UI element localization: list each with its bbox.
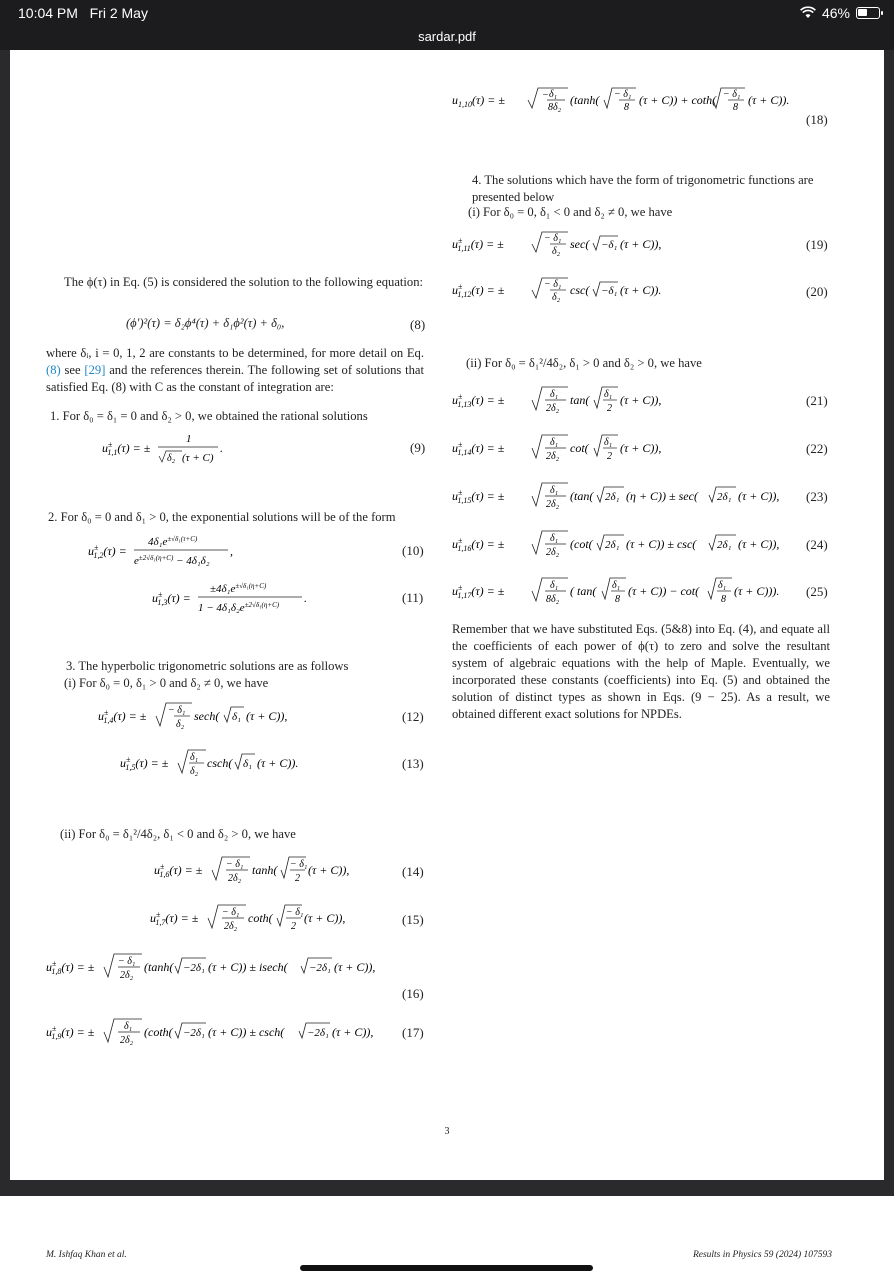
svg-text:2: 2 [291,921,296,932]
svg-text:,: , [230,544,233,558]
svg-text:− δ₁: − δ₁ [544,233,562,244]
svg-text:8δ₂: 8δ₂ [548,102,562,113]
equation-number: (10) [402,543,424,558]
svg-text:(τ + C)) − cot(: (τ + C)) − cot( [628,584,700,598]
equation-number: (20) [806,284,828,299]
svg-text:csch(: csch( [207,756,233,770]
svg-text:(tanh(: (tanh( [144,960,174,974]
equation-21 [452,384,672,422]
svg-text:1 − 4δ₁δ₂e±2√δ₁(η+C): $1 - 4\delta_1\delta_2e^{\pm 2√\delta_1(\eta+C)}$ [198,601,280,614]
equation-number: (11) [402,590,424,605]
svg-text:− δ₁: − δ₁ [226,859,244,870]
svg-text:u±1,12(τ) = ±: u± 1,12(τ) = ± [452,282,505,299]
svg-text:±4δ₁e±√δ₁(η+C): $\pm 4\delta_1e^{\pm√\delta_1(\eta+C)}$ [210,582,267,595]
equation-number: (21) [806,393,828,408]
svg-text:δ₁: δ₁ [550,533,559,544]
item-4-i-condition: (i) For δ₀ = 0, δ₁ < 0 and δ₂ ≠ 0, we have [468,205,673,219]
svg-text:(τ + C)),: (τ + C)), [738,537,780,551]
svg-text:δ₁: δ₁ [243,758,252,770]
svg-text:4δ₁e±√δ₁(τ+C): $4\delta_1e^{\pm√\delta_1(\tau+C)}$ [148,535,198,548]
svg-text:.: . [220,441,223,455]
svg-text:δ₁: δ₁ [604,437,613,448]
equation-14 [154,854,374,892]
svg-text:csc(: csc( [570,283,590,297]
svg-text:u±1,1(τ) = ±: u± 1,1(τ) = ± [102,440,151,457]
svg-text:2δ₂: 2δ₂ [224,921,238,932]
svg-text:− δ₁: − δ₁ [168,705,186,716]
svg-text:δ₁: δ₁ [718,580,727,591]
svg-text:tanh(: tanh( [252,863,278,877]
battery-percent: 46% [821,5,850,21]
equation-number: (16) [402,986,424,1001]
svg-text:2δ₂: 2δ₂ [546,451,560,462]
svg-text:δ₁: δ₁ [550,485,559,496]
svg-text:(τ + C)).: (τ + C)). [257,756,299,770]
svg-text:(tan(: (tan( [570,489,594,503]
equation-12 [98,700,328,738]
svg-text:δ₂: δ₂ [552,246,561,257]
page-separator [0,1180,894,1196]
svg-text:δ₂: δ₂ [176,719,185,730]
equation-number: (25) [806,584,828,599]
svg-text:− δ₁: − δ₁ [290,859,308,870]
svg-text:u±1,8(τ) = ±: u± 1,8(τ) = ± [46,959,95,976]
svg-text:u±1,11(τ) = ±: u± 1,11(τ) = ± [452,236,504,253]
svg-text:2δ₂: 2δ₂ [546,547,560,558]
equation-13 [120,747,340,785]
equation-number: (17) [402,1025,424,1040]
svg-text:(τ + C)) ± isech(: (τ + C)) ± isech( [208,960,288,974]
svg-text:8: 8 [615,594,620,605]
document-title[interactable]: sardar.pdf [0,26,894,50]
svg-text:u±1,3(τ) =: u± 1,3(τ) = [152,590,191,607]
svg-text:tan(: tan( [570,393,590,407]
svg-text:(cot(: (cot( [570,537,593,551]
item-1-heading: 1. For δ₀ = δ₁ = 0 and δ₂ > 0, we obtained the rational solutions [50,409,368,423]
equation-number: (19) [806,237,828,252]
svg-text:(τ + C): (τ + C) [182,452,214,464]
svg-text:u±1,5(τ) = ±: u± 1,5(τ) = ± [120,755,169,772]
svg-text:u±1,13(τ) = ±: u± 1,13(τ) = ± [452,392,505,409]
svg-text:−: − [542,90,549,101]
where-see-text: see [64,363,81,377]
svg-text:− δ₁: − δ₁ [222,907,240,918]
equation-9 [102,430,232,470]
item-2-heading: 2. For δ₀ = 0 and δ₁ > 0, the exponential solutions will be of the form [48,510,396,524]
equation-16 [46,951,406,989]
equation-number: (18) [806,112,828,127]
svg-text:u±1,15(τ) = ±: u± 1,15(τ) = ± [452,488,505,505]
svg-text:(τ + C)),: (τ + C)), [738,489,780,503]
svg-text:δ₁: δ₁ [550,389,559,400]
svg-text:2δ₁: 2δ₁ [717,539,732,551]
svg-text:δ₂: δ₂ [167,453,176,464]
svg-text:2δ₂: 2δ₂ [120,1035,134,1046]
equation-number: (13) [402,756,424,771]
equation-23 [452,480,780,518]
svg-text:8: 8 [721,594,726,605]
running-footer-authors: M. Ishfaq Khan et al. [46,1250,127,1260]
svg-text:(τ + C)) ± csc(: (τ + C)) ± csc( [626,537,697,551]
item-3-ii-condition: (ii) For δ₀ = δ₁²/4δ₂, δ₁ < 0 and δ₂ > 0, we have [60,827,296,841]
svg-text:(τ + C)),: (τ + C)), [304,911,346,925]
equation-8: (ϕ′)²(τ) = δ₂ϕ⁴(τ) + δ₁ϕ²(τ) + δ₀, [126,316,285,330]
page-number: 3 [444,1126,450,1137]
equation-25 [452,575,782,613]
equation-24 [452,528,780,566]
equation-11 [152,580,312,620]
svg-text:u1,10(τ) = ±: $u_{1,10}(\tau)$ = ± [452,93,505,109]
svg-text:sech(: sech( [194,709,220,723]
home-indicator[interactable] [300,1265,593,1271]
svg-text:(η + C)) ± sec(: (η + C)) ± sec( [626,489,698,503]
svg-text:2δ₁: 2δ₁ [605,491,620,503]
equation-20 [452,276,692,310]
svg-text:2: 2 [607,403,612,414]
svg-text:8δ₂: 8δ₂ [546,594,560,605]
wifi-icon [800,7,816,19]
item-4-ii-condition: (ii) For δ₀ = δ₁²/4δ₂, δ₁ > 0 and δ₂ > 0, we have [466,356,702,370]
svg-text:(τ + C)),: (τ + C)), [246,709,288,723]
svg-text:δ₁: δ₁ [232,711,241,723]
svg-text:2δ₂: 2δ₂ [546,499,560,510]
svg-text:2δ₁: 2δ₁ [605,539,620,551]
svg-text:2δ₂: 2δ₂ [228,873,242,884]
equation-17 [46,1016,396,1054]
where-text-1: where δᵢ, i = 0, 1, 2 are constants to be determined, for more detail on Eq. [46,346,424,360]
svg-text:u±1,16(τ) = ±: u± 1,16(τ) = ± [452,536,505,553]
equation-number: (23) [806,489,828,504]
equation-15 [150,902,370,940]
svg-text:(τ + C)),: (τ + C)), [620,441,662,455]
svg-text:u±1,6(τ) = ±: u± 1,6(τ) = ± [154,862,203,879]
svg-text:8: 8 [733,102,738,113]
battery-icon [856,7,880,19]
svg-text:.: . [304,591,307,605]
svg-text:−2δ₁: −2δ₁ [183,1027,205,1039]
where-text-2: and the references therein. The following set of solutions that satisfied Eq. (8) with C as the constant of integration are: [46,363,425,394]
equation-number: (24) [806,537,828,552]
where-paragraph [46,345,424,396]
remember-paragraph: Remember that we have substituted Eqs. (5&8) into Eq. (4), and equate all the coefficients of each power of ϕ(τ) to zero and solve the resultant system of algebraic equations with the help of Maple. Eventually, we incorporated these constants (coefficients) into Eq. (5) and obtained the solution of distinct types as shown in Eqs. (9 − 25). As a result, we obtained different exact solutions for NPDEs. [452,622,830,721]
svg-text:− δ₁: − δ₁ [118,956,136,967]
svg-text:−2δ₁: −2δ₁ [307,1027,329,1039]
svg-text:coth(: coth( [248,911,273,925]
svg-text:u±1,9(τ) = ±: u± 1,9(τ) = ± [46,1024,95,1041]
svg-text:−2δ₁: −2δ₁ [309,962,331,974]
svg-text:(τ + C)),: (τ + C)), [620,393,662,407]
link-ref-29[interactable]: [29] [84,363,106,377]
running-footer-journal: Results in Physics 59 (2024) 107593 [692,1250,832,1260]
status-bar [0,0,894,26]
svg-text:2: 2 [295,873,300,884]
equation-number: (15) [402,912,424,927]
item-4-heading: 4. The solutions which have the form of trigonometric functions are presented below [472,173,814,204]
svg-text:− δ₁: − δ₁ [614,89,632,100]
equation-19 [452,230,692,264]
svg-text:2δ₁: 2δ₁ [717,491,732,503]
svg-text:e±2√δ₁(η+C) − 4δ₁δ₂: $e^{\pm 2√\delta_1(\eta+C)} - 4\delta_1\delta_2$ [134,554,210,567]
svg-text:δ₁: δ₁ [612,580,621,591]
svg-text:u±1,17(τ) = ±: u± 1,17(τ) = ± [452,583,505,600]
svg-text:−δ₁: −δ₁ [601,285,618,297]
svg-text:δ₂: δ₂ [190,766,199,777]
intro-paragraph: The ϕ(τ) in Eq. (5) is considered the solution to the following equation: [64,275,423,289]
svg-text:u±1,2(τ) =: u± 1,2(τ) = [88,543,127,560]
svg-text:2: 2 [607,451,612,462]
svg-text:δ₁: δ₁ [604,389,613,400]
viewer-margin-right [884,50,894,1180]
svg-text:δ₁: δ₁ [124,1021,133,1032]
svg-text:(τ + C)),: (τ + C)), [334,960,376,974]
equation-number: (9) [410,440,426,455]
svg-text:−2δ₁: −2δ₁ [183,962,205,974]
svg-text:− δ₁: − δ₁ [544,279,562,290]
item-3-heading: 3. The hyperbolic trigonometric solutions are as follows [66,659,349,673]
svg-text:δ₁: δ₁ [190,752,199,763]
equation-18 [452,86,802,120]
svg-text:sec(: sec( [570,237,590,251]
equation-number: (14) [402,864,424,879]
svg-text:2δ₂: 2δ₂ [546,403,560,414]
svg-text:8: 8 [624,102,629,113]
viewer-margin-left [0,50,10,1180]
equation-18-svg [452,86,802,116]
equation-number: (12) [402,709,424,724]
svg-text:− δ₁: − δ₁ [723,89,741,100]
link-eq-8[interactable]: (8) [46,363,61,377]
svg-text:(τ + C)).: (τ + C)). [620,283,662,297]
svg-text:(tanh(: (tanh( [570,93,600,107]
svg-text:u±1,14(τ) = ±: u± 1,14(τ) = ± [452,440,505,457]
equation-10 [88,533,238,573]
svg-text:(τ + C)) ± csch(: (τ + C)) ± csch( [208,1025,285,1039]
svg-text:(τ + C)),: (τ + C)), [332,1025,374,1039]
status-time: 10:04 PM Fri 2 May [18,5,148,21]
svg-text:(τ + C)),: (τ + C)), [308,863,350,877]
equation-number: (22) [806,441,828,456]
svg-text:δ₁: δ₁ [550,580,559,591]
svg-text:cot(: cot( [570,441,589,455]
svg-text:−δ₁: −δ₁ [601,239,618,251]
svg-text:u±1,7(τ) = ±: u± 1,7(τ) = ± [150,910,199,927]
svg-text:2δ₂: 2δ₂ [120,970,134,981]
svg-text:1: 1 [186,433,192,445]
svg-text:( tan(: ( tan( [570,584,597,598]
equation-number: (8) [410,317,426,332]
svg-text:u±1,4(τ) = ±: u± 1,4(τ) = ± [98,708,147,725]
item-3-i-condition: (i) For δ₀ = 0, δ₁ > 0 and δ₂ ≠ 0, we have [64,676,269,690]
equation-22 [452,432,672,470]
svg-text:δ₁: δ₁ [549,89,558,100]
svg-text:(τ + C)),: (τ + C)), [620,237,662,251]
svg-text:− δ₁: − δ₁ [286,907,304,918]
svg-text:(τ + C))).: (τ + C))). [734,584,780,598]
svg-text:δ₁: δ₁ [550,437,559,448]
svg-text:(τ + C)).: (τ + C)). [748,93,790,107]
svg-text:δ₂: δ₂ [552,292,561,303]
svg-text:(τ + C)) + coth(: (τ + C)) + coth( [639,93,717,107]
svg-text:(coth(: (coth( [144,1025,173,1039]
